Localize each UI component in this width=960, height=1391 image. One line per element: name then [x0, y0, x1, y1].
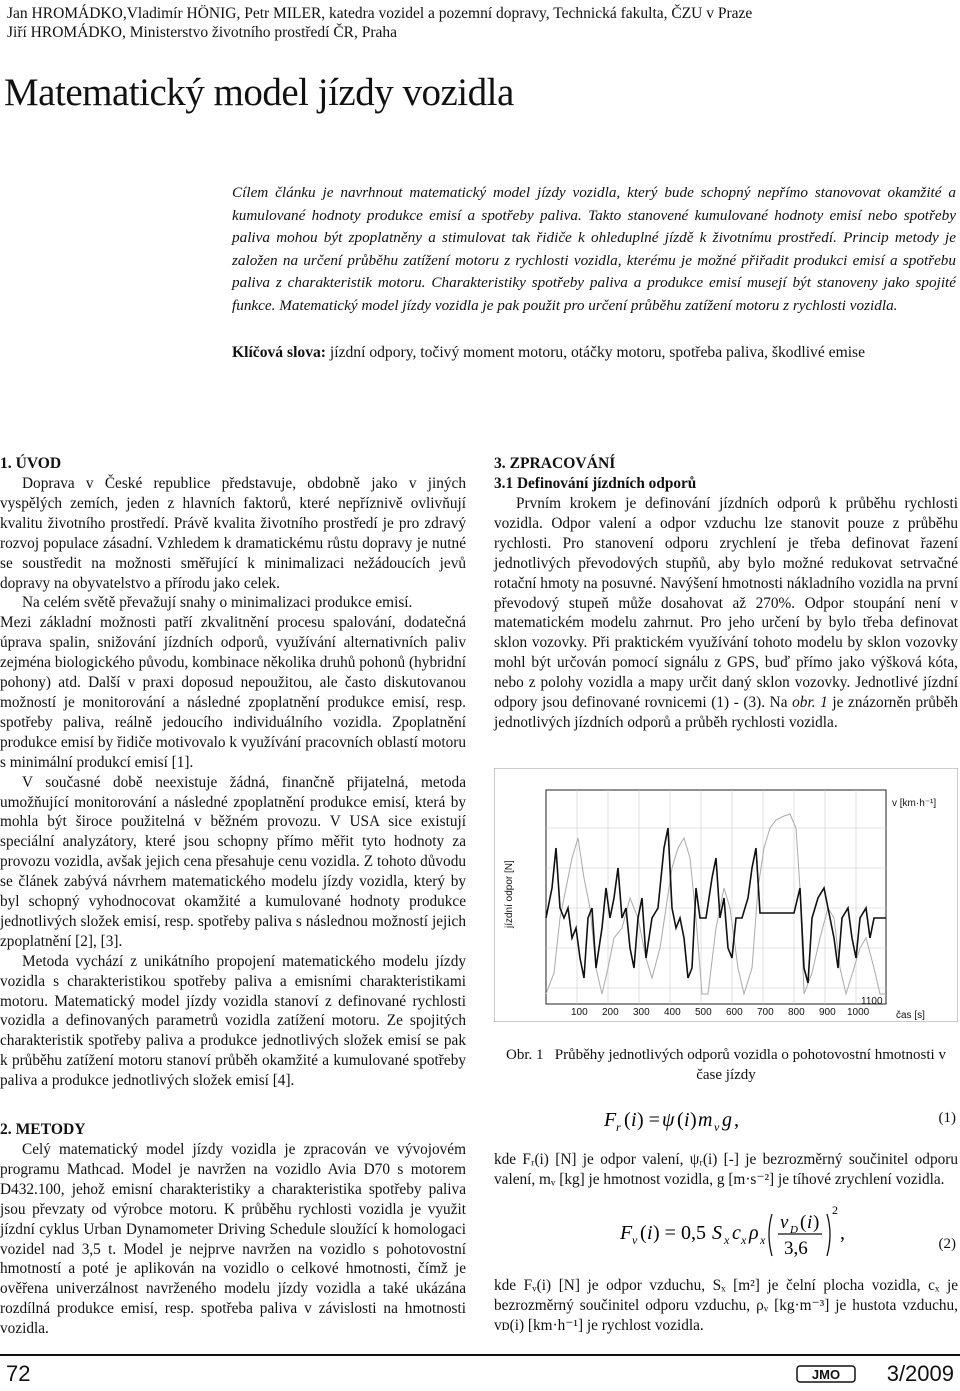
equation-1 [494, 1104, 958, 1134]
x-tick-label: 800 [788, 1007, 805, 1018]
figure-caption [494, 1045, 958, 1085]
svg-text:D: D [790, 1224, 798, 1236]
svg-text:ρ: ρ [749, 1222, 759, 1244]
paragraph [494, 494, 958, 733]
svg-text:v: v [632, 1233, 638, 1247]
journal-logo [796, 1364, 856, 1389]
figure-reference: obr. 1 [792, 694, 828, 712]
x-tick-label: 1000 [847, 1007, 870, 1018]
keywords [232, 343, 960, 363]
svg-text:ψ: ψ [662, 1109, 675, 1131]
svg-text:(: ( [677, 1109, 684, 1131]
paragraph-text-end: je znázorněn průběh jednotlivých jízdních odporů a průběh rychlosti vozidla. [494, 694, 958, 731]
svg-text:F: F [604, 1109, 617, 1131]
paragraph: Mezi základní možnosti patří zkvalitnění procesu spalování, dodatečná úprava spalin, snižování jízdních odporů, využívání alternativních paliv zejména biologického původu, kombinace několika druhů pohonů (hybridní pohony) atd. Další v praxi doposud nepoužitou, ale často diskutovanou možností je monitorování a následné zpoplatnění produkce emisí, resp. spotřeby paliva, reálně jedoucího individuálního vozidla. Zpoplatnění produkce emisí by řidiče motivovalo k využívání pracovních oblastí motoru s minimální produkcí emisí [1]. [0, 614, 466, 771]
x-tick-label: 900 [819, 1007, 836, 1018]
keywords-text: jízdní odpory, točivý moment motoru, otáčky motoru, spotřeba paliva, škodlivé emise [329, 344, 866, 361]
x-tick-label: 400 [664, 1007, 681, 1018]
subsection-heading: 3.1 Definování jízdních odporů [494, 475, 697, 492]
svg-text:F: F [620, 1222, 633, 1244]
svg-text:r: r [616, 1120, 621, 1134]
svg-text:2: 2 [832, 1203, 838, 1217]
svg-text:) =: ) = [637, 1109, 660, 1131]
left-column-intro [0, 454, 466, 1091]
paragraph: Celý matematický model jízdy vozidla je zpracován ve vývojovém programu Mathcad. Model je navržen na vozidlo Avia D70 s motorem D432.100, jehož emisní charakteristiky a charakteristika spotřeby paliva jsou převzaty od výrobce motoru. K průběhu rychlosti vozidla je využit jízdní cyklus Urban Dynamometer Driving Schedule sloužící k homologaci vozidel nad 3,5 t. Model je nejprve navržen na vozidlo s pohotovostní hmotností a poté je aplikován na vozidlo o celkové hmotnosti, čímž je ověřena univerzálnost navrženého modelu jízdy vozidla a také ukázána rozdílná produkce emisí, resp. spotřeba paliva v závislosti na hmotnosti vozidla. [0, 1141, 466, 1338]
svg-text:i: i [631, 1109, 637, 1131]
svg-text:v: v [714, 1120, 720, 1134]
chart-xlabel: čas [s] [896, 1010, 925, 1021]
svg-text:i: i [684, 1109, 690, 1131]
paragraph: Doprava v České republice představuje, obdobně jako v jiných vyspělých zemích, jeden z hlavních faktorů, které nepříznivě ovlivňují kvalitu životního prostředí. Právě kvalita životního prostředí je pro zdravý rozvoj populace zásadní. Vzhledem k dramatickému růstu dopravy je nutné se soustředit na možnosti směřující k minimalizaci nežádoucích jevů dopravy na obyvatelstvo a přírodu jako celek. [0, 475, 466, 592]
section-heading-metody: 2. METODY [0, 1121, 86, 1138]
jmo-logo-icon [796, 1364, 856, 1384]
caption-text: Průběhy jednotlivých odporů vozidla o pohotovostní hmotnosti v čase jízdy [554, 1047, 946, 1083]
equation-2-formula [620, 1202, 940, 1262]
svg-text:,: , [734, 1109, 739, 1131]
x-tick-label: 100 [571, 1007, 588, 1018]
svg-text:i: i [807, 1212, 813, 1233]
svg-text:c: c [732, 1222, 741, 1244]
section-heading-uvod: 1. ÚVOD [0, 455, 62, 472]
chart-ylabel: jízdní odpor [N] [504, 860, 515, 928]
svg-text:m: m [698, 1109, 713, 1131]
equation-2 [494, 1202, 958, 1262]
footer-divider [0, 1354, 960, 1356]
x-tick-label: 700 [757, 1007, 774, 1018]
svg-text:x: x [741, 1233, 747, 1247]
resistance-chart [494, 768, 958, 1022]
left-column-methods [0, 1120, 466, 1339]
svg-text:S: S [712, 1222, 722, 1244]
paragraph: Na celém světě převažují snahy o minimalizaci produkce emisí. [22, 594, 413, 612]
equation-1-formula [604, 1104, 904, 1134]
svg-text:): ) [813, 1212, 820, 1233]
svg-text:x: x [724, 1233, 730, 1247]
equation-1-number: (1) [938, 1110, 956, 1126]
x-tick-label: 500 [695, 1007, 712, 1018]
svg-text:) = 0,5: ) = 0,5 [653, 1222, 706, 1244]
svg-text:g: g [722, 1109, 732, 1131]
x-tick-label: 300 [633, 1007, 650, 1018]
svg-text:,: , [840, 1222, 845, 1244]
issue-number: 3/2009 [886, 1361, 954, 1386]
svg-text:x: x [760, 1233, 766, 1247]
svg-text:3,6: 3,6 [784, 1238, 808, 1259]
authors-line-2: Jiří HROMÁDKO, Ministerstvo životního prostředí ČR, Praha [7, 24, 398, 41]
keywords-label: Klíčová slova: [232, 344, 326, 361]
right-column-processing [494, 454, 958, 733]
abstract: Cílem článku je navrhnout matematický model jízdy vozidla, který bude schopný nepřímo stanovovat okamžité a kumulované hodnoty produkce emisí a spotřeby paliva. Takto stanovené kumulované hodnoty emisí nebo spotřeby paliva mohou být zpoplatněny a stimulovat tak řidiče k ohleduplné jízdě k životnímu prostředí. Princip metody je založen na určení průběhu zatížení motoru z rychlosti vozidla, kterému je možné přiřadit produkci emisí a spotřebu paliva z charakteristik motoru. Charakteristiky spotřeby paliva a produkce emisí musejí být stanoveny jako spojité funkce. Matematický model jízdy vozidla je pak použit pro určení průběhu zatížení motoru z rychlosti vozidla. [232, 184, 956, 314]
equation-1-description: kde Fᵣ(i) [N] je odpor valení, ψᵣ(i) [-] je bezrozměrný součinitel odporu valení, mᵥ [kg] je hmotnost vozidla, g [m·s⁻²] je tíhové zrychlení vozidla. [494, 1151, 958, 1188]
svg-text:(: ( [640, 1222, 647, 1244]
paragraph: Metoda vychází z unikátního propojení matematického modelu jízdy vozidla s charakteristikou spotřeby paliva a emisními charakteristikami motoru. Matematický model jízdy vozidla stanoví z definované rychlosti vozidla a definovaných parametrů vozidla zatížení motoru. Ze spojitých charakteristik spotřeby paliva a produkce jednotlivých složek emisí se pak k průběhu zatížení motoru stanoví průběh okamžité a kumulované spotřeby paliva a produkce jednotlivých složek emisí [4]. [0, 952, 466, 1090]
caption-label: Obr. 1 [506, 1047, 544, 1063]
svg-text:(: ( [800, 1212, 807, 1233]
page-number: 72 [6, 1361, 31, 1386]
paragraph: V současné době neexistuje žádná, finančně přijatelná, metoda umožňující monitorování a následné zpoplatnění produkce emisí, která by mohla být široce použitelná v běžném provozu. V USA sice existují speciální analyzátory, které jsou schopny přímo měřit tyto hodnoty za provozu vozidla, avšak jejich cena přesahuje cenu vozidla. Z tohoto důvodu se článek zabývá návrhem matematického modelu jízdy vozidla, který by byl schopný vyhodnocovat okamžité a kumulované hodnoty produkce jednotlivých složek emisí, resp. spotřeby paliva s následnou možností jejich zpoplatnění [2], [3]. [0, 773, 466, 950]
svg-text:): ) [690, 1109, 697, 1131]
equation-2-number: (2) [938, 1236, 956, 1252]
paper-title: Matematický model jízdy vozidla [4, 71, 514, 114]
authors-block [7, 4, 947, 42]
paragraph-text: Prvním krokem je definování jízdních odporů k průběhu rychlosti vozidla. Odpor valení a odpor vzduchu lze stanovit pouze z průběhu rychlosti. Pro stanovení odporu zrychlení je třeba definovat řazení jednotlivých převodových stupňů, aby bylo možné redukovat setrvačné rotační hmoty na posuvné. Navýšení hmotnosti nákladního vozidla na první převodový stupeň může dosahovat až 270%. Odpor stoupání není v matematickém modelu zahrnut. Pro jeho určení by bylo třeba definovat sklon vozovky. Při praktickém využívání tohoto modelu by sklon vozovky mohl být určován pomocí signálu z GPS, buď přímo jako výšková kóta, nebo z polohy vozidla a mapy určit daný sklon vozovky. Jednotlivé jízdní odpory jsou definované rovnicemi (1) - (3). Na [494, 495, 958, 712]
equation-2-description: kde Fᵥ(i) [N] je odpor vzduchu, Sₓ [m²] je čelní plocha vozidla, cₓ je bezrozměrný součinitel odporu vzduchu, ρᵥ [kg·m⁻³] je hustota vzduchu, vᴅ(i) [km·h⁻¹] je rychlost vozidla. [494, 1277, 958, 1334]
x-tick-label: 200 [602, 1007, 619, 1018]
svg-text:JMO: JMO [811, 1367, 841, 1382]
svg-text:v: v [780, 1212, 789, 1233]
svg-text:i: i [647, 1222, 653, 1244]
figure-1-chart [494, 768, 958, 1022]
authors-line-1: Jan HROMÁDKO,Vladimír HÖNIG, Petr MILER, katedra vozidel a pozemní dopravy, Technická fakulta, ČZU v Praze [7, 5, 753, 22]
section-heading-zpracovani: 3. ZPRACOVÁNÍ [494, 455, 616, 472]
x-tick-label: 1100 [861, 996, 883, 1007]
chart-y2label: v [km·h⁻¹] [892, 798, 937, 809]
x-tick-label: 600 [726, 1007, 743, 1018]
svg-text:(: ( [624, 1109, 631, 1131]
